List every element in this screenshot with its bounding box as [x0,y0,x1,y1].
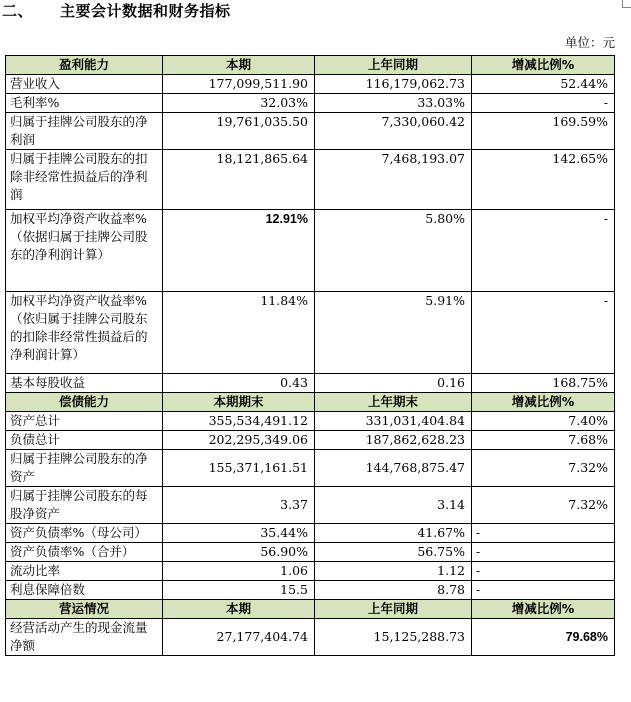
header-cell: 本期 [163,56,315,75]
value-cell: 7,330,060.42 [315,113,472,150]
value-cell: 202,295,349.06 [163,431,315,450]
value-cell: 5.91% [315,292,472,374]
row-label: 归属于挂牌公司股东的净利润 [6,113,163,150]
header-cell: 增减比例% [472,56,615,75]
header-cell: 营运情况 [6,600,163,619]
value-cell: 32.03% [163,94,315,113]
table-row [6,619,615,656]
value-cell: - [472,524,615,543]
value-cell: 15,125,288.73 [315,619,472,656]
value-cell: 19,761,035.50 [163,113,315,150]
table-row [6,450,615,487]
value-cell: 7,468,193.07 [315,150,472,210]
value-cell: 5.80% [315,210,472,292]
row-label: 毛利率% [6,94,163,113]
header-cell: 偿债能力 [6,393,163,412]
table-row [6,113,615,150]
row-label: 资产负债率%（合并） [6,543,163,562]
section-title: 主要会计数据和财务指标 [60,2,231,20]
value-cell: - [472,543,615,562]
value-cell: 41.67% [315,524,472,543]
header-cell: 本期期末 [163,393,315,412]
row-label: 归属于挂牌公司股东的每股净资产 [6,487,163,524]
value-cell: 116,179,062.73 [315,75,472,94]
table-row [6,543,615,562]
row-label: 流动比率 [6,562,163,581]
value-cell: 0.43 [163,374,315,393]
value-cell: 56.90% [163,543,315,562]
header-cell: 增减比例% [472,393,615,412]
header-cell: 盈利能力 [6,56,163,75]
section-heading [2,0,231,21]
value-cell: 15.5 [163,581,315,600]
row-label: 资产总计 [6,412,163,431]
table-header-row [6,56,615,75]
value-cell: 3.14 [315,487,472,524]
value-cell: 1.12 [315,562,472,581]
header-cell: 上年期末 [315,393,472,412]
value-cell: 168.75% [472,374,615,393]
value-cell: 12.91% [163,210,315,292]
row-label: 经营活动产生的现金流量净额 [6,619,163,656]
value-cell: 177,099,511.90 [163,75,315,94]
value-cell: 144,768,875.47 [315,450,472,487]
table-header-row [6,393,615,412]
value-cell: - [472,94,615,113]
header-cell: 上年同期 [315,56,472,75]
value-cell: 33.03% [315,94,472,113]
row-label: 归属于挂牌公司股东的扣除非经常性损益后的净利润 [6,150,163,210]
row-label: 资产负债率%（母公司） [6,524,163,543]
table-row [6,94,615,113]
value-cell: 27,177,404.74 [163,619,315,656]
table-row [6,412,615,431]
value-cell: - [472,562,615,581]
table-row [6,524,615,543]
value-cell: 0.16 [315,374,472,393]
table-row [6,150,615,210]
value-cell: 11.84% [163,292,315,374]
value-cell: 8.78 [315,581,472,600]
value-cell: 3.37 [163,487,315,524]
row-label: 归属于挂牌公司股东的净资产 [6,450,163,487]
value-cell: 7.32% [472,450,615,487]
value-cell: 1.06 [163,562,315,581]
table-row [6,487,615,524]
table-row [6,562,615,581]
table-row [6,210,615,292]
section-number: 二、 [2,2,34,20]
table-row [6,581,615,600]
value-cell: - [472,210,615,292]
header-cell: 增减比例% [472,600,615,619]
value-cell: 35.44% [163,524,315,543]
row-label: 基本每股收益 [6,374,163,393]
value-cell: 355,534,491.12 [163,412,315,431]
row-label: 营业收入 [6,75,163,94]
row-label: 负债总计 [6,431,163,450]
header-cell: 上年同期 [315,600,472,619]
table-row [6,431,615,450]
value-cell: 79.68% [472,619,615,656]
value-cell: 187,862,628.23 [315,431,472,450]
row-label: 加权平均净资产收益率%（依据归属于挂牌公司股东的净利润计算） [6,210,163,292]
financial-indicators-table [5,55,615,656]
table-header-row [6,600,615,619]
value-cell: 331,031,404.84 [315,412,472,431]
header-cell: 本期 [163,600,315,619]
row-label: 利息保障倍数 [6,581,163,600]
unit-label: 单位：元 [564,35,615,50]
page-corner-mark [622,0,631,8]
value-cell: 56.75% [315,543,472,562]
value-cell: 142.65% [472,150,615,210]
value-cell: - [472,292,615,374]
table-row [6,292,615,374]
value-cell: 7.40% [472,412,615,431]
value-cell: 169.59% [472,113,615,150]
value-cell: 52.44% [472,75,615,94]
table-row [6,75,615,94]
table-row [6,374,615,393]
row-label: 加权平均净资产收益率%（依归属于挂牌公司股东的扣除非经常性损益后的净利润计算） [6,292,163,374]
value-cell: 7.68% [472,431,615,450]
value-cell: 7.32% [472,487,615,524]
value-cell: - [472,581,615,600]
value-cell: 18,121,865.64 [163,150,315,210]
value-cell: 155,371,161.51 [163,450,315,487]
